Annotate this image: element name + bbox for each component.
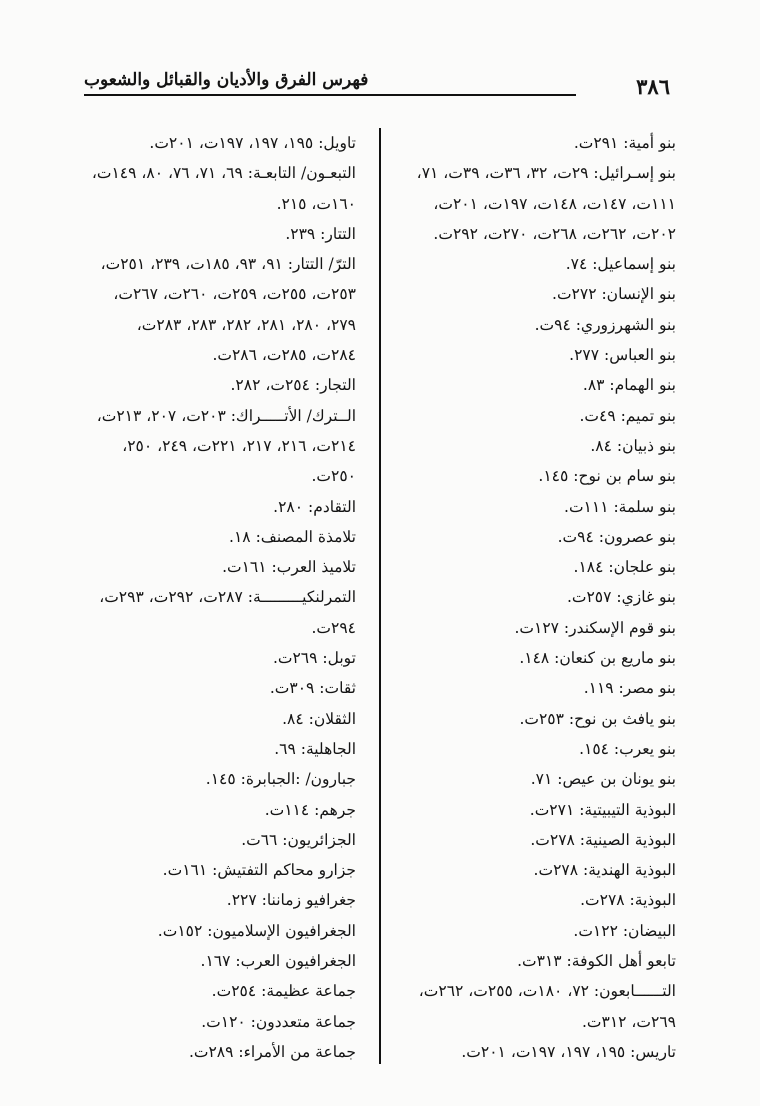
- index-entry: بنو إسماعيل: ٧٤.: [565, 255, 676, 274]
- index-entry: بنو يافث بن نوح: ٢٥٣ت.: [519, 709, 676, 728]
- index-entry: تابعو أهل الكوفة: ٣١٣ت.: [517, 952, 676, 971]
- index-entry: بنو يونان بن عيص: ٧١.: [530, 770, 676, 789]
- index-entry: ٢٦٩ت، ٣١٢ت.: [581, 1012, 676, 1031]
- index-entry: بنو عصرون: ٩٤ت.: [557, 527, 676, 546]
- index-entry: التــــــابعون: ٧٢، ١٨٠ت، ٢٥٥ت، ٢٦٢ت،: [418, 982, 676, 1001]
- index-entry: جماعة من الأمراء: ٢٨٩ت.: [188, 1042, 356, 1061]
- index-entry: تاريس: ١٩٥، ١٩٧، ١٩٧ت، ٢٠١ت.: [461, 1042, 676, 1061]
- index-entry: بنو ذبيان: ٨٤.: [590, 436, 676, 455]
- index-entry: بنو علجان: ١٨٤.: [573, 558, 676, 577]
- index-entry: الثقلان: ٨٤.: [282, 709, 356, 728]
- page-header: [84, 70, 676, 104]
- running-title: فهرس الفرق والأديان والقبائل والشعوب: [84, 70, 376, 90]
- index-entry: ١٦٠ت، ٢١٥.: [276, 194, 356, 213]
- index-entry: جبارون/ :الجبابرة: ١٤٥.: [205, 770, 356, 789]
- index-column-left: [66, 128, 356, 1067]
- index-entry: تاويل: ١٩٥، ١٩٧، ١٩٧ت، ٢٠١ت.: [149, 134, 356, 152]
- index-entry: بنو الإنسان: ٢٧٢ت.: [552, 285, 676, 304]
- index-entry: التقادم: ٢٨٠.: [273, 497, 356, 516]
- index-entry: بنو يعرب: ١٥٤.: [579, 739, 676, 758]
- index-entry: التتار: ٢٣٩.: [285, 224, 356, 243]
- index-entry: ثقات: ٣٠٩ت.: [269, 679, 356, 698]
- index-entry: الــترك/ الأتـــــراك: ٢٠٣ت، ٢٠٧، ٢١٣ت،: [96, 406, 356, 425]
- index-entry: بنو الهمام: ٨٣.: [582, 376, 676, 395]
- index-entry: الجزائريون: ٦٦ت.: [241, 830, 356, 849]
- index-entry: ٢١٤ت، ٢١٦، ٢١٧، ٢٢١ت، ٢٤٩، ٢٥٠،: [122, 436, 356, 455]
- index-entry: الجغرافيون الإسلاميون: ١٥٢ت.: [157, 921, 356, 940]
- index-entry: البوذية الصينية: ٢٧٨ت.: [530, 830, 676, 849]
- index-entry: تلاميذ العرب: ١٦١ت.: [222, 558, 356, 577]
- index-entry: بنو تميم: ٤٩ت.: [579, 406, 676, 425]
- index-entry: الترّ/ التتار: ٩١، ٩٣، ١٨٥ت، ٢٣٩، ٢٥١ت،: [100, 255, 356, 274]
- index-entry: بنو سلمة: ١١١ت.: [564, 497, 676, 516]
- index-entry: البيضان: ١٢٢ت.: [573, 921, 676, 940]
- index-entry: بنو قوم الإسكندر: ١٢٧ت.: [514, 618, 676, 637]
- index-entry: التمرلنكيـــــــــة: ٢٨٧ت، ٢٩٢ت، ٢٩٣ت،: [99, 588, 356, 607]
- page-number: ٣٨٦: [636, 74, 670, 99]
- index-entry: بنو سام بن نوح: ١٤٥.: [538, 467, 676, 486]
- index-entry: التبعـون/ التابعـة: ٦٩، ٧١، ٧٦، ٨٠، ١٤٩ت،: [91, 164, 356, 183]
- index-entry: الجاهلية: ٦٩.: [274, 739, 356, 758]
- index-entry: ١١١ت، ١٤٧ت، ١٤٨ت، ١٩٧ت، ٢٠١ت،: [433, 194, 676, 213]
- index-column-right: [376, 128, 676, 1067]
- index-entry: ٢٧٩، ٢٨٠، ٢٨١، ٢٨٢، ٢٨٣، ٢٨٣ت،: [136, 315, 356, 334]
- index-entry: التجار: ٢٥٤ت، ٢٨٢.: [230, 376, 356, 395]
- index-entry: ٢٥٣ت، ٢٥٥ت، ٢٥٩ت، ٢٦٠ت، ٢٦٧ت،: [113, 285, 356, 304]
- index-entry: بنو الشهرزوري: ٩٤ت.: [534, 315, 676, 334]
- index-entry: توبل: ٢٦٩ت.: [272, 649, 356, 668]
- index-entry: ٢٩٤ت.: [311, 618, 356, 637]
- index-entry: بنو غازي: ٢٥٧ت.: [566, 588, 676, 607]
- index-entry: جماعة متعددون: ١٢٠ت.: [201, 1012, 356, 1031]
- index-entry: البوذية الهندية: ٢٧٨ت.: [533, 861, 676, 880]
- index-entry: تلامذة المصنف: ١٨.: [229, 527, 356, 546]
- index-entry: جرهم: ١١٤ت.: [264, 800, 356, 819]
- header-rule: [84, 94, 576, 96]
- index-entry: بنو ماريع بن كنعان: ١٤٨.: [519, 649, 676, 668]
- index-entry: جغرافيو زماننا: ٢٢٧.: [226, 891, 356, 910]
- index-entry: ٢٥٠ت.: [311, 467, 356, 486]
- index-entry: ٢٠٢ت، ٢٦٢ت، ٢٦٨ت، ٢٧٠ت، ٢٩٢ت.: [433, 224, 676, 243]
- index-entry: الجغرافيون العرب: ١٦٧.: [200, 952, 356, 971]
- column-divider: [379, 128, 381, 1064]
- index-entry: بنو أمية: ٢٩١ت.: [573, 134, 676, 152]
- index-entry: بنو العباس: ٢٧٧.: [569, 346, 676, 365]
- index-entry: جماعة عظيمة: ٢٥٤ت.: [211, 982, 356, 1001]
- index-entry: جزارو محاكم التفتيش: ١٦١ت.: [162, 861, 356, 880]
- index-entry: بنو مصر: ١١٩.: [583, 679, 676, 698]
- index-entry: البوذية التيبيتية: ٢٧١ت.: [529, 800, 676, 819]
- index-entry: البوذية: ٢٧٨ت.: [580, 891, 676, 910]
- index-entry: بنو إسـرائيل: ٢٩ت، ٣٢، ٣٦ت، ٣٩ت، ٧١،: [416, 164, 676, 183]
- index-entry: ٢٨٤ت، ٢٨٥ت، ٢٨٦ت.: [212, 346, 356, 365]
